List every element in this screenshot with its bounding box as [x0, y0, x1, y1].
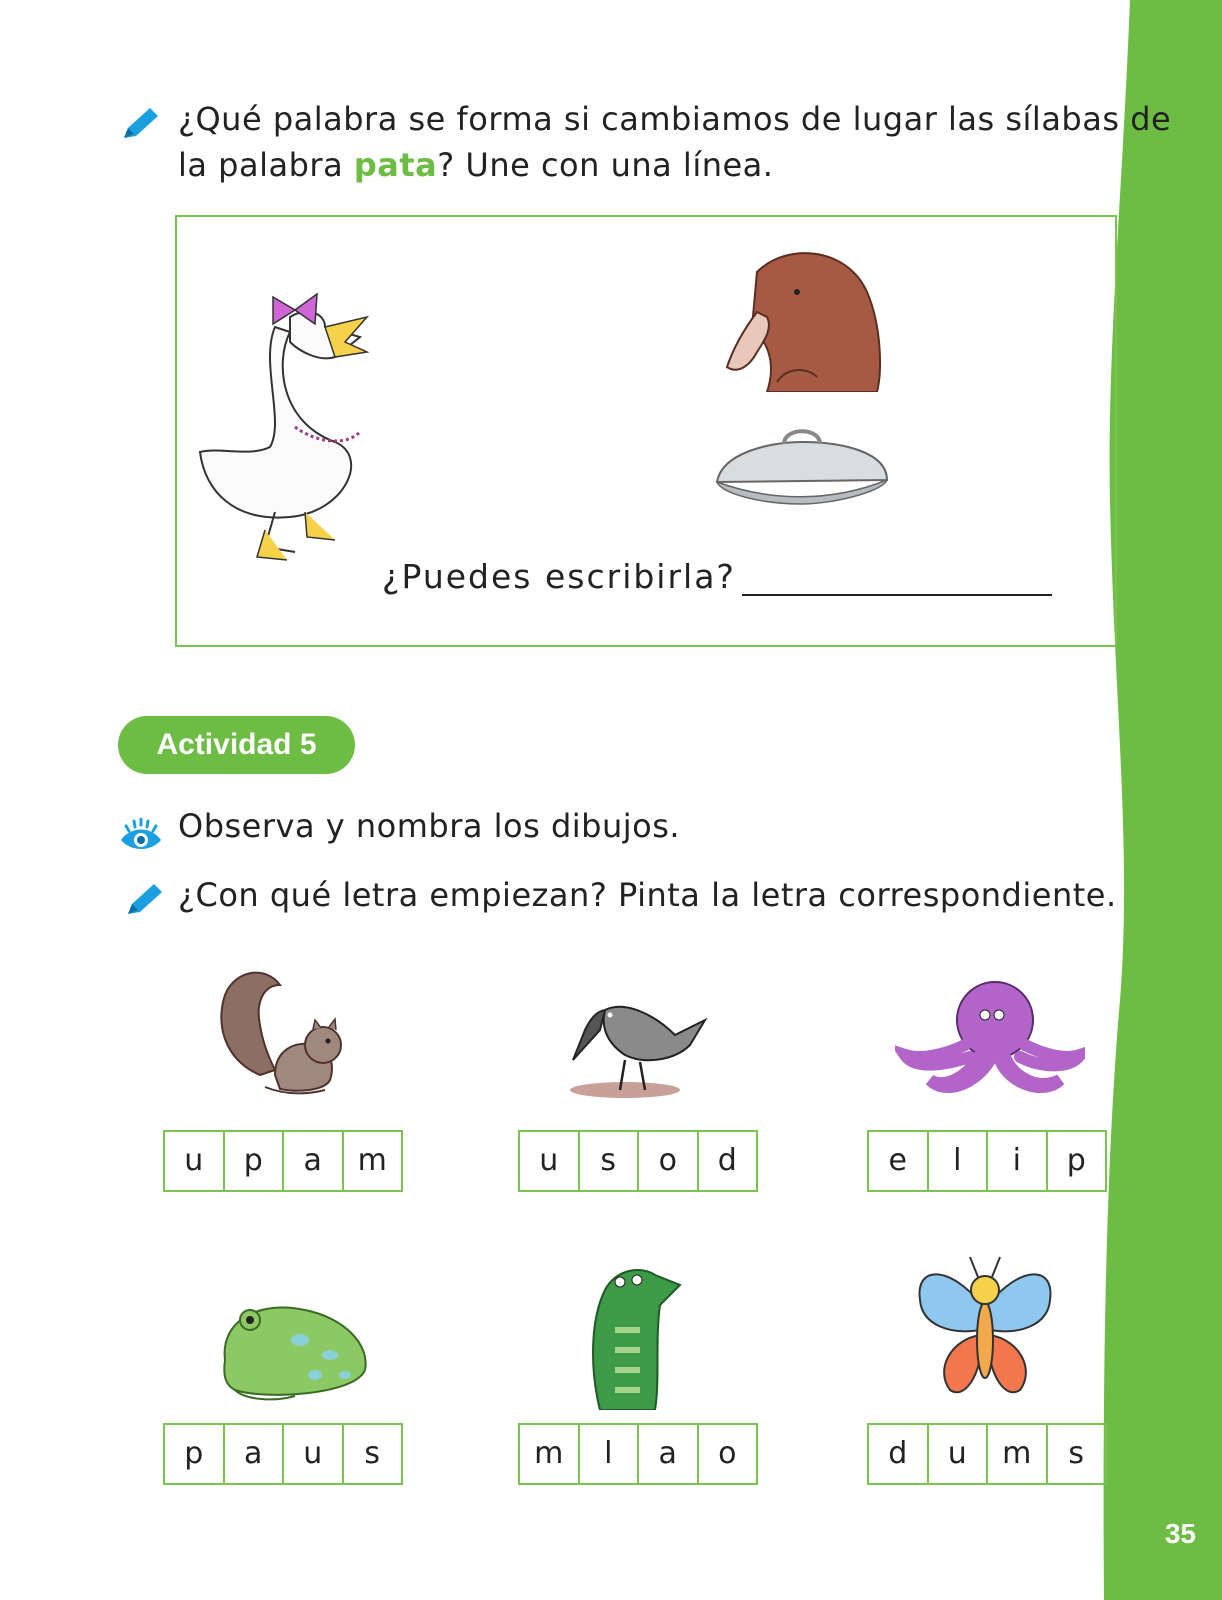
letter-cell[interactable]: s: [1068, 1436, 1085, 1471]
instruction-line-2-post: ? Une con una línea.: [437, 146, 774, 184]
letter-cell[interactable]: m: [357, 1143, 387, 1178]
crocodile-picture[interactable]: [575, 1260, 685, 1410]
instruction-line-2: [178, 142, 1171, 188]
squirrel-picture[interactable]: [205, 965, 355, 1110]
page-side-band: [1102, 0, 1222, 1600]
octopus-picture[interactable]: [895, 975, 1085, 1105]
butterfly-picture[interactable]: [910, 1245, 1060, 1405]
page-number: 35: [1164, 1518, 1196, 1549]
letter-cell[interactable]: u: [520, 1132, 580, 1190]
instruction-first-letter: ¿Con qué letra empiezan? Pinta la letra correspondiente.: [178, 876, 1117, 914]
letter-cell[interactable]: u: [165, 1132, 225, 1190]
letter-cell[interactable]: s: [580, 1132, 640, 1190]
letter-cell[interactable]: l: [580, 1425, 640, 1483]
letter-cell[interactable]: o: [718, 1436, 737, 1471]
mole-picture[interactable]: [717, 242, 887, 392]
letter-cell[interactable]: e: [869, 1132, 929, 1190]
answer-line[interactable]: [742, 594, 1052, 596]
letter-box-squirrel: [163, 1130, 403, 1192]
activity-label: Actividad 5: [118, 716, 355, 774]
frog-picture[interactable]: [205, 1290, 375, 1410]
letter-box-crow: [518, 1130, 758, 1192]
eye-icon: [118, 818, 164, 854]
letter-cell[interactable]: a: [639, 1425, 699, 1483]
letter-box-frog: [163, 1423, 403, 1485]
letter-cell[interactable]: m: [520, 1425, 580, 1483]
pencil-icon: [122, 880, 166, 920]
letter-cell[interactable]: o: [639, 1132, 699, 1190]
highlight-word: pata: [353, 146, 438, 184]
letter-cell[interactable]: d: [717, 1143, 737, 1178]
letter-cell[interactable]: s: [364, 1436, 381, 1471]
instruction-observe: Observa y nombra los dibujos.: [178, 807, 681, 845]
pot-lid-picture[interactable]: [712, 422, 892, 512]
letter-cell[interactable]: u: [929, 1425, 989, 1483]
letter-cell[interactable]: l: [929, 1132, 989, 1190]
letter-cell[interactable]: a: [284, 1132, 344, 1190]
letter-box-butterfly: [867, 1423, 1107, 1485]
letter-cell[interactable]: p: [165, 1425, 225, 1483]
letter-cell[interactable]: d: [869, 1425, 929, 1483]
pencil-icon: [118, 104, 162, 144]
letter-cell[interactable]: i: [988, 1132, 1048, 1190]
crow-picture[interactable]: [565, 990, 715, 1110]
letter-cell[interactable]: p: [225, 1132, 285, 1190]
letter-cell[interactable]: a: [225, 1425, 285, 1483]
write-prompt: ¿Puedes escribirla?: [382, 557, 736, 596]
instruction-swap-syllables: [178, 96, 1171, 188]
instruction-line-2-pre: la palabra: [178, 146, 354, 184]
letter-box-octopus: [867, 1130, 1107, 1192]
goose-picture[interactable]: [195, 272, 380, 562]
letter-cell[interactable]: p: [1066, 1143, 1086, 1178]
matching-box: [175, 215, 1117, 647]
instruction-line-1: ¿Qué palabra se forma si cambiamos de lugar las sílabas de: [178, 100, 1172, 138]
letter-cell[interactable]: m: [988, 1425, 1048, 1483]
letter-box-crocodile: [518, 1423, 758, 1485]
letter-cell[interactable]: u: [284, 1425, 344, 1483]
